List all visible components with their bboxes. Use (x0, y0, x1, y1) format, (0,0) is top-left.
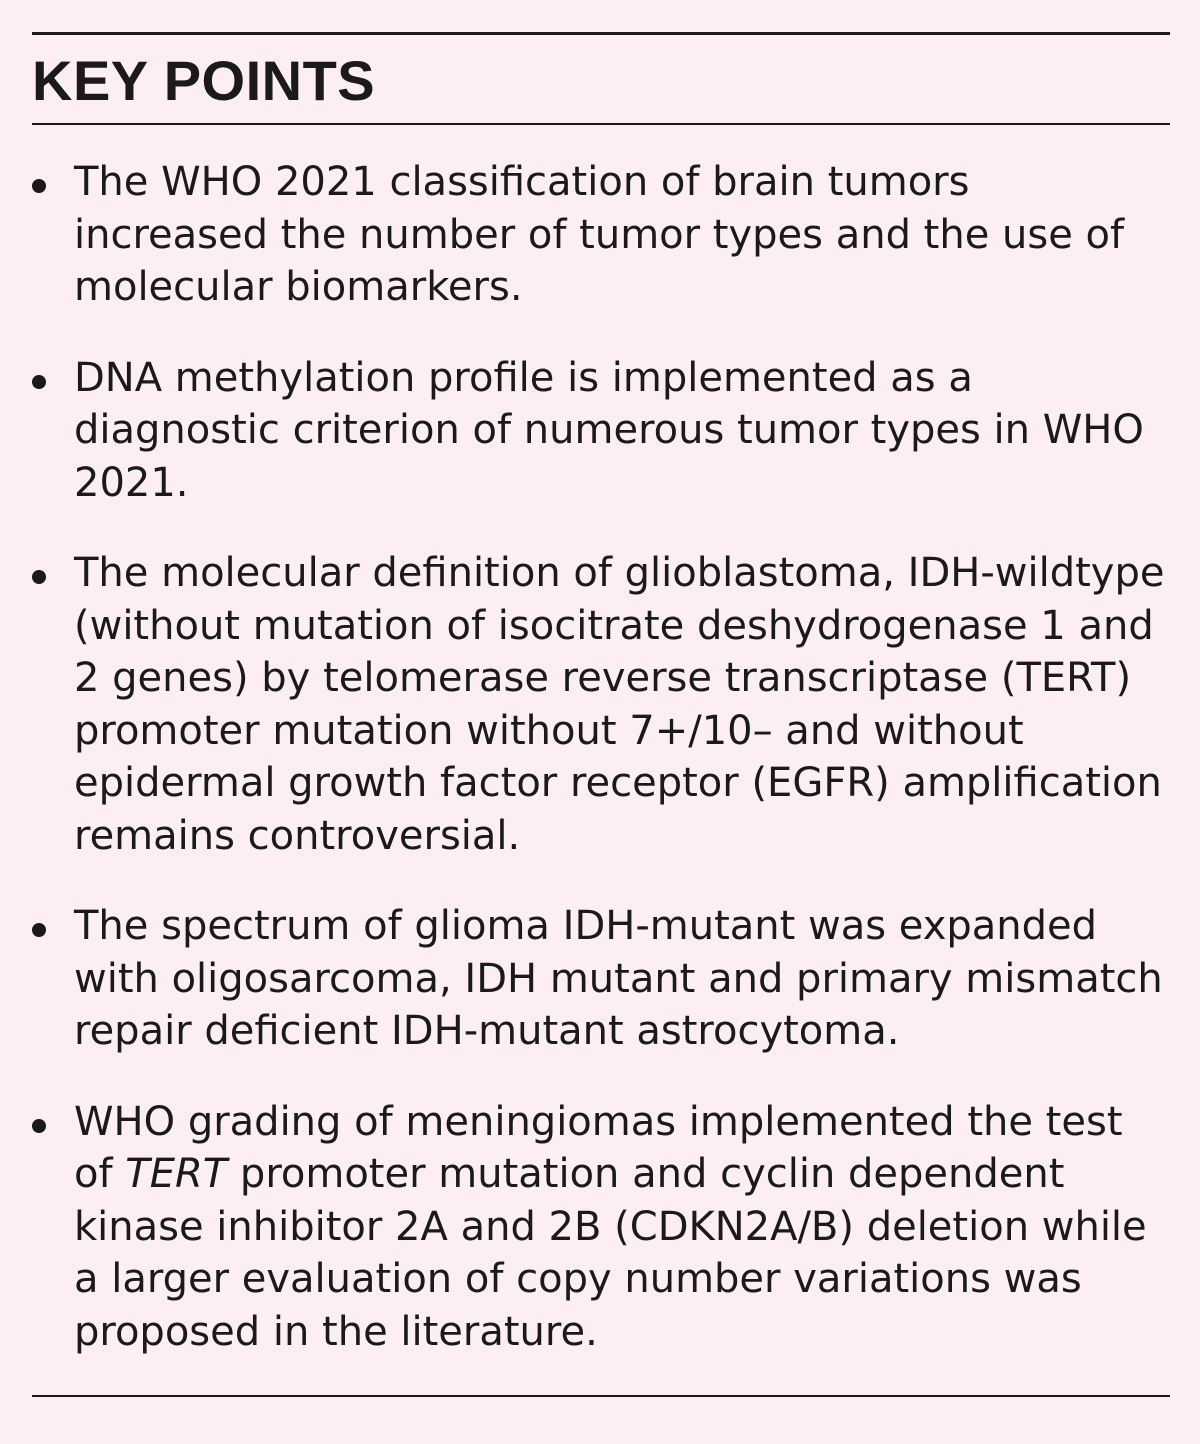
key-point-text: The molecular definition of glioblastoma, IDH-wildtype (without mutation of isocitrate deshydrogenase 1 and 2 genes) by telomerase reverse transcriptase (TERT) promoter mutation without 7+/10– and without epidermal growth factor receptor (EGFR) amplification remains controversial. (74, 550, 1165, 859)
key-point-2 (32, 352, 1170, 510)
top-rule (32, 32, 1170, 35)
bullet-icon (32, 570, 46, 584)
key-point-text-before: WHO grading of meningiomas implemented the test of (74, 1098, 1123, 1197)
key-point-3 (32, 547, 1170, 862)
key-points-heading: KEY POINTS (32, 49, 376, 112)
key-point-text: DNA methylation profile is implemented as a diagnostic criterion of numerous tumor types in WHO 2021. (74, 354, 1144, 506)
key-point-1 (32, 156, 1170, 314)
key-points-list (32, 156, 1170, 1396)
bullet-icon (32, 375, 46, 389)
heading-rule (32, 123, 1170, 125)
key-point-text-after: promoter mutation and cyclin dependent kinase inhibitor 2A and 2B (CDKN2A/B) deletion while a larger evaluation of copy number variations was proposed in the literature. (74, 1151, 1147, 1355)
key-point-5 (32, 1096, 1170, 1359)
key-point-italic-gene: TERT (125, 1151, 228, 1197)
bullet-icon (32, 1119, 46, 1133)
key-point-text: The spectrum of glioma IDH-mutant was expanded with oligosarcoma, IDH mutant and primary mismatch repair deficient IDH-mutant astrocytoma. (74, 903, 1163, 1054)
bullet-icon (32, 179, 46, 193)
key-points-box (32, 0, 1170, 1444)
key-point-text: The WHO 2021 classification of brain tumors increased the number of tumor types and the use of molecular biomarkers. (74, 159, 1125, 310)
bullet-icon (32, 923, 46, 937)
bottom-rule (32, 1395, 1170, 1397)
key-point-4 (32, 900, 1170, 1058)
